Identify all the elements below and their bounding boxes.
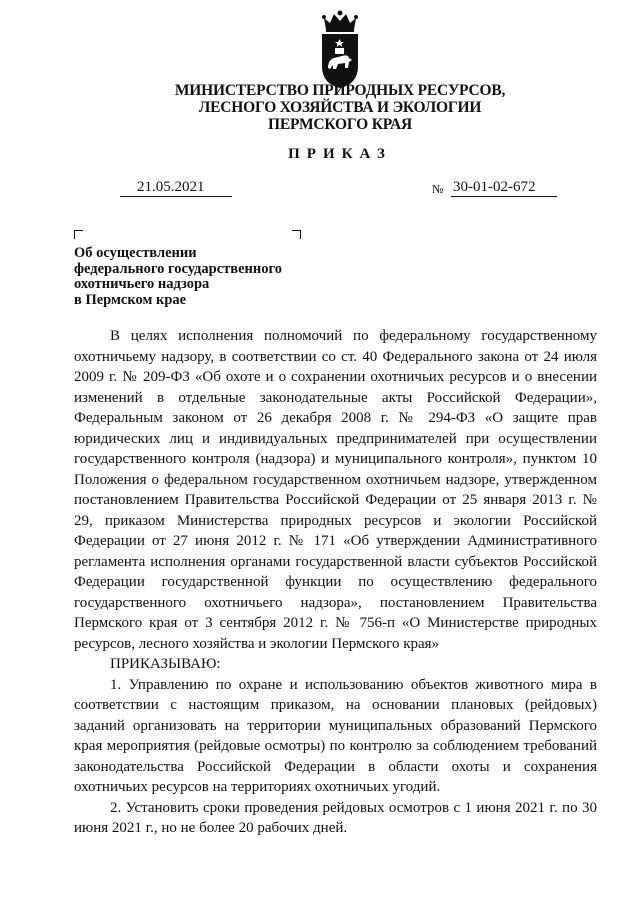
- ministry-name: [120, 82, 560, 133]
- number-prefix: №: [432, 182, 444, 196]
- document-date: 21.05.2021: [137, 179, 205, 195]
- document-body: [74, 326, 597, 839]
- subject-line: Об осуществлении: [74, 245, 197, 261]
- perm-krai-coat-of-arms-icon: [318, 8, 362, 90]
- date-field: [120, 178, 232, 197]
- document-subject: [74, 246, 314, 308]
- subject-line: федерального государственного: [74, 260, 282, 277]
- ministry-line-2: ЛЕСНОГО ХОЗЯЙСТВА И ЭКОЛОГИИ: [198, 99, 482, 116]
- document-type: ПРИКАЗ: [288, 146, 392, 162]
- number-field: [451, 178, 557, 197]
- subject-corner-right: [292, 230, 301, 239]
- preamble-paragraph: В целях исполнения полномочий по федеральному государственному охотничьему надзору, в соответствии со ст. 40 Федерального закона от 24 июля 2009 г. № 209-ФЗ «Об охоте и о сохранении охотничьих ресурсов и о внесении изменений в отдельные законодательные акты Российской Федерации», Федеральным законом от 26 декабря 2008 г. № 294-ФЗ «О защите прав юридических лиц и индивидуальных предпринимателей при осуществлении государственного контроля (надзора) и муниципального контроля», пунктом 10 Положения о федеральном государственном охотничьем надзоре, утвержденном постановлением Правительства Российской Федерации от 25 января 2013 г. № 29, приказом Министерства природных ресурсов и экологии Российской Федерации от 27 июня 2012 г. № 171 «Об утверждении Административного регламента исполнения органами государственной власти субъектов Российской Федерации государственной функции по осуществлению федерального государственного охотничьего надзора», постановлением Правительства Пермского края от 3 сентября 2012 г. № 756-п «О Министерстве природных ресурсов, лесного хозяйства и экологии Пермского края»: [74, 328, 597, 652]
- document-number: 30-01-02-672: [453, 179, 536, 195]
- subject-corner-left: [74, 230, 83, 239]
- ministry-line-1: МИНИСТЕРСТВО ПРИРОДНЫХ РЕСУРСОВ,: [174, 82, 506, 99]
- order-item-2: 2. Установить сроки проведения рейдовых осмотров с 1 июня 2021 г. по 30 июня 2021 г., но не более 20 рабочих дней.: [74, 799, 597, 836]
- subject-line: охотничьего надзора: [74, 276, 210, 292]
- ministry-line-3: ПЕРМСКОГО КРАЯ: [267, 116, 413, 133]
- order-item-1: 1. Управлению по охране и использованию объектов животного мира в соответствии с настоящим приказом, на основании плановых (рейдовых) заданий организовать на территории муниципальных образований Пермского края мероприятия (рейдовые осмотры) по контролю за соблюдением требований законодательства Российской Федерации в области охоты и сохранения охотничьих ресурсов на территориях охотничьих угодий.: [74, 676, 597, 795]
- subject-line: в Пермском крае: [74, 291, 187, 308]
- order-word: ПРИКАЗЫВАЮ:: [110, 656, 221, 672]
